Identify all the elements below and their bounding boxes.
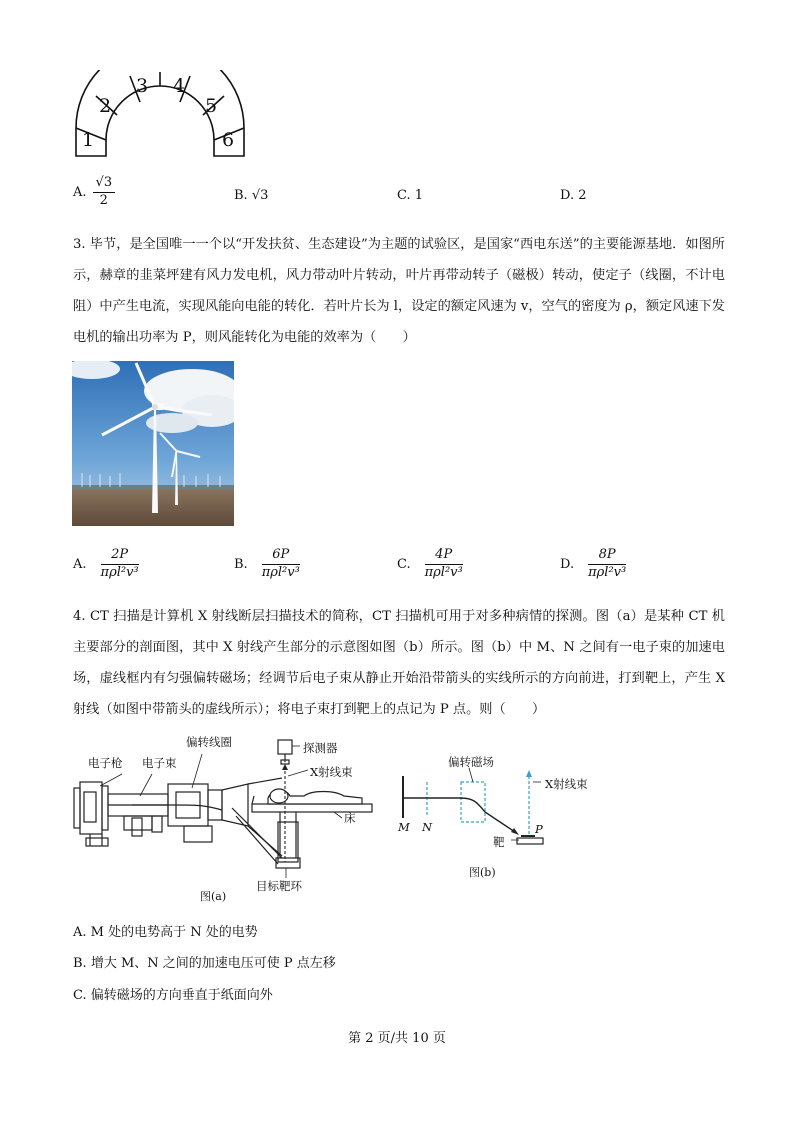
wind-turbine-photo bbox=[72, 361, 234, 526]
fig-b-label-xray: X射线束 bbox=[545, 777, 588, 791]
arch-number-2: 2 bbox=[99, 95, 112, 117]
fig-a-label-coil: 偏转线圈 bbox=[186, 735, 232, 749]
arch-number-1: 1 bbox=[82, 129, 95, 151]
arch-number-5: 5 bbox=[205, 95, 218, 117]
fig-b-label-m: M bbox=[398, 820, 410, 834]
q2-option-c[interactable]: C. 1 bbox=[397, 188, 424, 203]
fig-a-label-beam: 电子束 bbox=[142, 756, 177, 770]
q4-option-a[interactable]: A. M 处的电势高于 N 处的电势 bbox=[73, 925, 258, 940]
fig-a-caption: 图(a) bbox=[200, 890, 227, 903]
arch-number-6: 6 bbox=[222, 129, 235, 151]
q3-option-b[interactable]: B. $\frac{6P}{\text{πρl²v³}}$ bbox=[234, 547, 300, 580]
q2-option-a[interactable]: A. $\frac{√3}{2}$ bbox=[73, 176, 115, 209]
arch-figure bbox=[72, 70, 248, 160]
fig-b-caption: 图(b) bbox=[469, 866, 496, 879]
fig-a-label-detector: 探测器 bbox=[303, 741, 338, 755]
q4-option-c[interactable]: C. 偏转磁场的方向垂直于纸面向外 bbox=[73, 988, 273, 1003]
q2-option-d[interactable]: D. 2 bbox=[560, 188, 587, 203]
fig-b-label-n: N bbox=[422, 820, 433, 834]
fig-b-label-target: 靶 bbox=[493, 835, 505, 849]
q2-option-b[interactable]: B. √3 bbox=[234, 188, 269, 203]
fig-a-label-target: 目标靶环 bbox=[256, 879, 302, 893]
q4-option-b[interactable]: B. 增大 M、N 之间的加速电压可使 P 点左移 bbox=[73, 956, 336, 971]
fig-b-label-field: 偏转磁场 bbox=[448, 755, 494, 769]
q3-option-a[interactable]: A. $\frac{2P}{\text{πρl²v³}}$ bbox=[73, 547, 139, 580]
page-footer: 第 2 页/共 10 页 bbox=[348, 1031, 446, 1046]
arch-number-3: 3 bbox=[136, 75, 149, 97]
q3-option-d[interactable]: D. $\frac{8P}{\text{πρl²v³}}$ bbox=[560, 547, 627, 580]
q4-stem: 4. CT 扫描是计算机 X 射线断层扫描技术的简称，CT 扫描机可用于对多种病情的探测。图（a）是某种 CT 机主要部分的剖面图，其中 X 射线产生部分的示意图如图（b）所示。图（b）中 M、N 之间有一电子束的加速电场，虚线框内有匀强偏转磁场；经调节后电子束从静止开始沿带箭头的实线所示的方向前进，打到靶上，产生 X 射线（如图中带箭头的虚线所示）；将电子束打到靶上的点记为 P 点。则（ ） bbox=[73, 609, 725, 717]
fig-a-label-bed: 床 bbox=[344, 811, 356, 825]
q3-stem: 3. 毕节，是全国唯一一个以“开发扶贫、生态建设”为主题的试验区，是国家“西电东送”的主要能源基地．如图所示，赫章的韭菜坪建有风力发电机，风力带动叶片转动，叶片再带动转子（磁极）转动，使定子（线圈，不计电阻）中产生电流，实现风能向电能的转化．若叶片长为 l，设定的额定风速为 v，空气的密度为 ρ，额定风速下发电机的输出功率为 P，则风能转化为电能的效率为（ ） bbox=[73, 237, 725, 345]
fig-a-label-gun: 电子枪 bbox=[88, 756, 123, 770]
q3-option-c[interactable]: C. $\frac{4P}{\text{πρl²v³}}$ bbox=[397, 547, 463, 580]
fig-a-label-xray: X射线束 bbox=[310, 765, 353, 779]
arch-number-4: 4 bbox=[173, 75, 186, 97]
fig-b-label-p: P bbox=[535, 822, 543, 836]
